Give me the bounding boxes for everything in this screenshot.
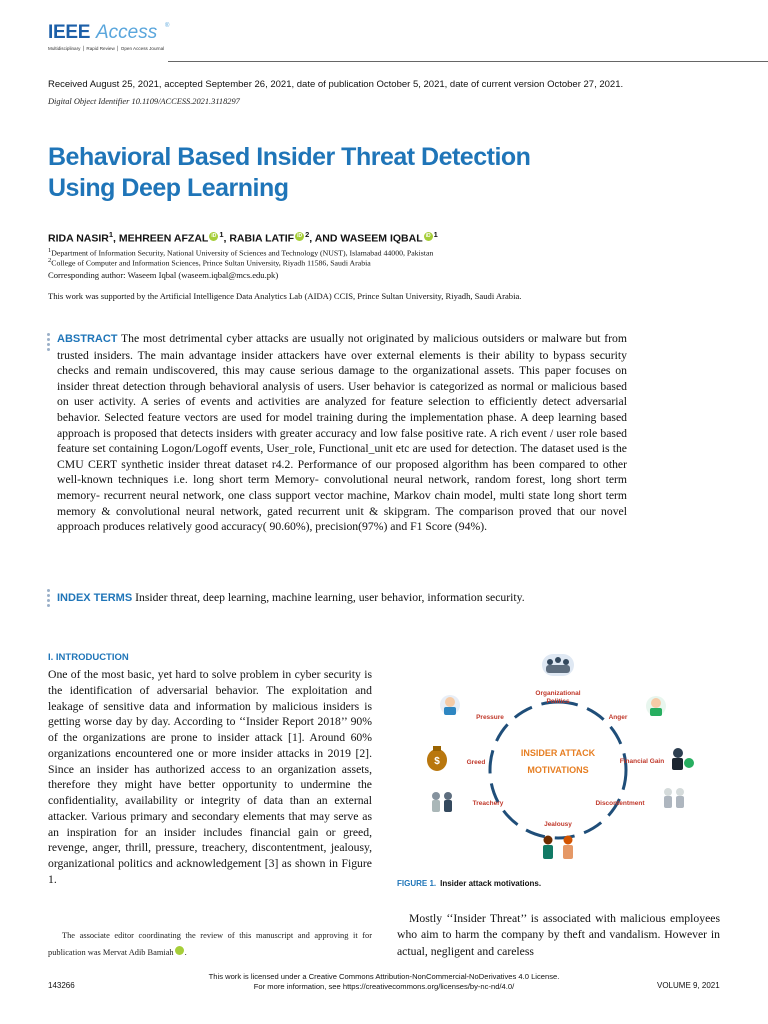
ieee-logo: IEEE — [48, 22, 91, 43]
license-line-2[interactable]: For more information, see https://creativecommons.org/licenses/by-nc-nd/4.0/ — [253, 982, 515, 991]
abstract-marker-icon — [47, 333, 50, 353]
treachery-people-icon — [432, 792, 452, 812]
figure-caption — [397, 879, 541, 888]
label-discontentment: Discontentment — [595, 800, 645, 807]
title-line-1: Behavioral Based Insider Threat Detection — [48, 143, 531, 171]
anger-person-icon — [646, 696, 666, 716]
author-1: RIDA NASIR — [48, 232, 109, 245]
author-2-affil: 1 — [219, 230, 224, 239]
label-politics-1: Organizational — [535, 690, 581, 697]
index-terms — [57, 591, 525, 604]
insider-motivation-figure — [410, 650, 706, 872]
license-notice — [0, 972, 768, 992]
access-logo: Access — [96, 22, 158, 43]
label-politics-2: Politics — [546, 698, 570, 705]
author-3-affil: 2 — [305, 230, 310, 239]
received-dates: Received August 25, 2021, accepted September 26, 2021, date of publication October 5, 2021, date of current version October 27, 2021. — [48, 79, 624, 90]
author-2: , MEHREEN AFZAL — [113, 232, 209, 245]
orcid-icon[interactable]: iD — [211, 233, 217, 239]
page-number: 143266 — [48, 981, 75, 990]
author-4: , AND WASEEM IQBAL — [309, 232, 423, 245]
intro-paragraph: One of the most basic, yet hard to solve problem in cyber security is the identification of adversarial behavior. The exploitation and leakage of sensitive data and information by malicious insiders is getting worse day by day. According to ‘‘Insider Report 2018’’ 90% of the organizations are prone to insider attack [1]. Around 60% organizations encountered one or more insider attacks in 2019 [2]. Since an insider has authorized access to an organization assets, therefore they might have better opportunity to undermine the confidentiality, availability or integrity of data than an external attacker. Various primary and secondary elements that may serve as an inspiration for an insider includes financial gain or greed, revenge, anger, thrill, pressure, treachery, discontentment, jealousy, organizational politics and acknowledgement [3] as shown in Figure 1. — [48, 668, 372, 886]
label-anger: Anger — [608, 714, 628, 721]
abstract-text: The most detrimental cyber attacks are usually not originated by malicious outsiders or malware but from trusted insiders. The main advantage insider attackers have over external elements is their ability to bypass security checks and remain undiscovered, this may cause serious damage to the organizational assets. This paper focuses on insider threat detection through behavioral analysis of users. User behavior is categorized as normal or malicious based on user activity. A series of events and activities are analyzed for feature selection to efficiently detect adversarial behavior. Selected feature vectors are used for model training during the implementation phase. A deep learning based approach is proposed that detects insiders with greater accuracy and low false positive rate. A rich event / user role based feature set containing Logon/Logoff events, User_role, Functional_unit etc are used for detection. The dataset used is the CMU CERT synthetic insider threat dataset r4.2. Performance of our proposed algorithm has been compared to other well-known techniques i.e. long short term Memory- convolutional neural network, random forest, long short term memory- recurrent neural network, one class support vector machine, Markov chain model, multi state long short term memory & convolutional neural network, gated recurrent unit & skipgram. The comparison proved that our novel approach produces relatively good accuracy( 90.60%), precision(97%) and F1 Score (94%). — [57, 332, 627, 534]
label-financial-gain: Financial Gain — [619, 758, 665, 765]
money-bag-icon — [427, 746, 447, 771]
thief-icon — [672, 748, 694, 770]
section-heading: I. INTRODUCTION — [48, 652, 129, 663]
label-treachery: Treachery — [472, 800, 504, 807]
title-line-2: Using Deep Learning — [48, 174, 289, 202]
figure-caption-label: FIGURE 1. — [397, 879, 437, 888]
funding-statement: This work was supported by the Artificial Intelligence Data Analytics Lab (AIDA) CCIS, Prince Sultan University, Riyadh, Saudi Arabia. — [48, 291, 522, 301]
corresponding-author: Corresponding author: Waseem Iqbal (waseem.iqbal@mcs.edu.pk) — [48, 270, 279, 280]
orcid-icon[interactable]: iD — [297, 233, 303, 239]
abstract — [57, 331, 627, 535]
label-greed: Greed — [466, 759, 486, 766]
author-4-affil: 1 — [433, 230, 438, 239]
label-jealousy: Jealousy — [544, 821, 572, 828]
orcid-icon[interactable]: iD — [425, 233, 431, 239]
paper-title — [48, 142, 688, 204]
figure-caption-text: Insider attack motivations. — [440, 879, 542, 888]
abstract-label: ABSTRACT — [57, 333, 118, 345]
license-line-1: This work is licensed under a Creative Commons Attribution-NonCommercial-NoDerivatives 4.0 License. — [208, 972, 560, 981]
svg-text:$: $ — [434, 756, 440, 767]
author-1-affil: 1 — [108, 230, 114, 239]
discontented-people-icon — [664, 788, 684, 808]
author-3: , RABIA LATIF — [223, 232, 295, 245]
right-column-paragraph: Mostly ‘‘Insider Threat’’ is associated with malicious employees who aim to harm the company by theft and vandalism. However in actual, negligent and careless — [397, 912, 720, 958]
people-group-icon — [542, 654, 574, 676]
journal-tagline: Multidisciplinary ⎪ Rapid Review ⎪ Open Access Journal — [48, 46, 165, 51]
editor-footnote: The associate editor coordinating the review of this manuscript and approving it for publication was Mervat Adib Bamiah iD. — [48, 931, 372, 957]
label-pressure: Pressure — [476, 714, 504, 721]
cycle-arc-icon — [490, 702, 558, 770]
trademark-icon: ® — [165, 23, 170, 29]
cycle-arc-icon — [558, 702, 626, 770]
index-marker-icon — [47, 589, 50, 609]
index-text: Insider threat, deep learning, machine learning, user behavior, information security. — [135, 591, 525, 604]
orcid-icon[interactable]: iD — [175, 946, 184, 955]
volume-info: VOLUME 9, 2021 — [657, 981, 720, 990]
doi[interactable]: Digital Object Identifier 10.1109/ACCESS.2021.3118297 — [48, 97, 240, 106]
header-rule — [168, 61, 768, 62]
author-list — [48, 230, 438, 245]
affiliation-1: $^1$Department of Information Security, National University of Sciences and Technology (NUST), Islamabad 44000, Pakistan — [48, 247, 434, 258]
figure-center-title: INSIDER ATTACK — [520, 748, 596, 758]
figure-center-subtitle: MOTIVATIONS — [527, 765, 589, 775]
pressure-person-icon — [440, 695, 460, 715]
affiliation-2: $^2$College of Computer and Information Sciences, Prince Sultan University, Riyadh 11586, Saudi Arabia — [48, 257, 371, 268]
index-label: INDEX TERMS — [57, 592, 133, 604]
